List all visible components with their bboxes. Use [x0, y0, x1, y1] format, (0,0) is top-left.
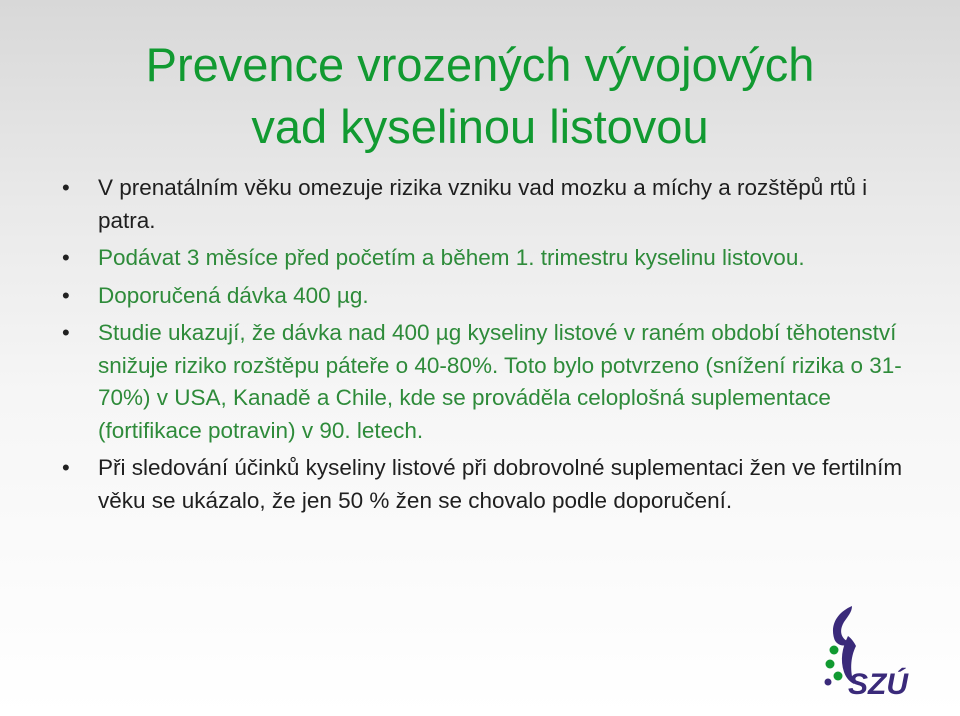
bullet-icon: •	[62, 282, 70, 308]
bullet-text: V prenatálním věku omezuje rizika vzniku vad mozku a míchy a rozštěpů rtů i patra.	[98, 175, 868, 233]
title-line-2: vad kyselinou listovou	[251, 100, 709, 153]
bullet-item	[62, 317, 922, 447]
bullet-icon: •	[62, 320, 70, 345]
logo-text: SZÚ	[848, 668, 908, 701]
bullet-text: Při sledování účinků kyseliny listové při dobrovolné suplementaci žen ve fertilním věku se ukázalo, že jen 50 % žen se chovalo podle doporučení.	[98, 455, 903, 513]
bullet-text: Studie ukazují, že dávka nad 400 µg kyseliny listové v raném období těhotenství snižuje riziko rozštěpu páteře o 40-80%. Toto bylo potvrzeno (snížení rizika o 31-70%) v USA, Kanadě a Chile, kde se prováděla celoplošná suplementace (fortifikace potravin) v 90. letech.	[98, 320, 902, 443]
bullet-list	[62, 172, 922, 522]
szu-logo-icon	[790, 602, 920, 712]
bullet-text: Doporučená dávka 400 µg.	[98, 282, 369, 308]
bullet-icon: •	[62, 455, 70, 480]
bullet-icon: •	[62, 175, 70, 200]
bullet-icon: •	[62, 245, 70, 270]
bullet-item	[62, 172, 922, 237]
title-line-1: Prevence vrozených vývojových	[145, 38, 815, 91]
slide-title	[0, 34, 960, 158]
bullet-item	[62, 452, 922, 517]
bullet-text: Podávat 3 měsíce před početím a během 1. trimestru kyselinu listovou.	[98, 245, 805, 270]
bullet-item	[62, 242, 922, 275]
bullet-item	[62, 280, 922, 313]
